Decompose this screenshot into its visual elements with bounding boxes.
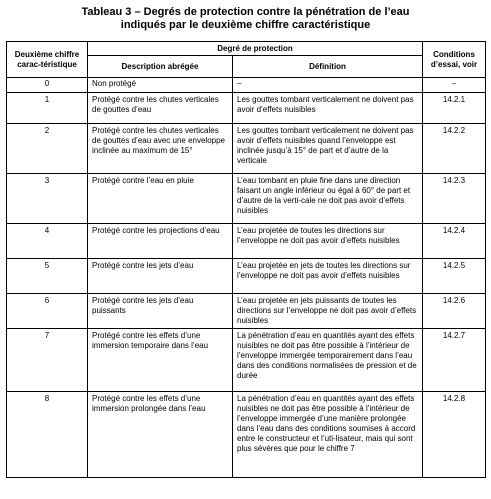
table-row	[7, 78, 486, 93]
header-test-conditions: Conditions d’essai, voir	[423, 42, 486, 78]
protection-degree-table	[6, 41, 486, 478]
row-second-digit: 4	[7, 224, 88, 259]
table-title-line-1: Tableau 3 – Degrés de protection contre la pénétration de l’eau	[81, 6, 410, 18]
row-definition: La pénétration d’eau en quantités ayant des effets nuisibles ne doit pas être possible à l’intérieur de l’enveloppe immergée temporairement dans l’eau dans des conditions normalisées de pression et de durée	[233, 329, 423, 392]
row-test-condition-ref: –	[423, 78, 486, 93]
row-test-condition-ref: 14.2.6	[423, 294, 486, 329]
row-test-condition-ref: 14.2.4	[423, 224, 486, 259]
table-row	[7, 294, 486, 329]
row-test-condition-ref: 14.2.1	[423, 93, 486, 124]
row-short-description: Protégé contre les jets d’eau puissants	[88, 294, 233, 329]
row-test-condition-ref: 14.2.3	[423, 174, 486, 224]
table-row	[7, 93, 486, 124]
table-row	[7, 392, 486, 478]
header-second-digit: Deuxième chiffre carac-téristique	[7, 42, 88, 78]
row-definition: L’eau tombant en pluie fine dans une direction faisant un angle inférieur ou égal à 60° de part et d’autre de la verti-cale ne doit pas avoir d’effets nuisibles	[233, 174, 423, 224]
row-test-condition-ref: 14.2.2	[423, 124, 486, 174]
table-row	[7, 174, 486, 224]
row-definition: L’eau projetée en jets puissants de toutes les directions sur l’enveloppe ne doit pas avoir d’effets nuisibles	[233, 294, 423, 329]
row-test-condition-ref: 14.2.7	[423, 329, 486, 392]
row-short-description: Non protégé	[88, 78, 233, 93]
row-definition: L’eau projetée en jets de toutes les directions sur l’enveloppe ne doit pas avoir d’effets nuisibles	[233, 259, 423, 294]
table-row	[7, 329, 486, 392]
table-row	[7, 259, 486, 294]
row-short-description: Protégé contre les projections d’eau	[88, 224, 233, 259]
row-second-digit: 6	[7, 294, 88, 329]
header-definition: Définition	[233, 56, 423, 78]
row-definition: L’eau projetée de toutes les directions sur l’enveloppe ne doit pas avoir d’effets nuisibles	[233, 224, 423, 259]
row-definition: –	[233, 78, 423, 93]
row-short-description: Protégé contre les effets d’une immersion temporaire dans l’eau	[88, 329, 233, 392]
row-short-description: Protégé contre l’eau en pluie	[88, 174, 233, 224]
row-short-description: Protégé contre les effets d’une immersion prolongée dans l’eau	[88, 392, 233, 478]
row-second-digit: 2	[7, 124, 88, 174]
header-short-description: Description abrégée	[88, 56, 233, 78]
row-second-digit: 1	[7, 93, 88, 124]
row-definition: Les gouttes tombant verticalement ne doivent pas avoir d’effets nuisibles quand l’enveloppe est inclinée jusqu’à 15° de part et d’autre de la verticale	[233, 124, 423, 174]
row-second-digit: 0	[7, 78, 88, 93]
table-title-line-2: indiqués par le deuxième chiffre caractéristique	[120, 19, 371, 31]
row-short-description: Protégé contre les chutes verticales de gouttes d’eau avec une enveloppe inclinée au maximum de 15°	[88, 124, 233, 174]
row-second-digit: 3	[7, 174, 88, 224]
table-title	[0, 6, 491, 32]
row-definition: Les gouttes tombant verticalement ne doivent pas avoir d’effets nuisibles	[233, 93, 423, 124]
row-test-condition-ref: 14.2.5	[423, 259, 486, 294]
row-definition: La pénétration d’eau en quantités ayant des effets nuisibles ne doit pas être possible à l’intérieur de l’enveloppe immergée d’une manière prolongée dans l’eau dans des conditions soumises à accord entre le constructeur et l’uti-lisateur, mais qui sont plus sévères que pour le chiffre 7	[233, 392, 423, 478]
table-row	[7, 224, 486, 259]
header-degree-of-protection: Degré de protection	[88, 42, 423, 56]
row-short-description: Protégé contre les jets d’eau	[88, 259, 233, 294]
row-second-digit: 5	[7, 259, 88, 294]
row-second-digit: 7	[7, 329, 88, 392]
row-test-condition-ref: 14.2.8	[423, 392, 486, 478]
row-second-digit: 8	[7, 392, 88, 478]
row-short-description: Protégé contre les chutes verticales de gouttes d’eau	[88, 93, 233, 124]
table-row	[7, 124, 486, 174]
